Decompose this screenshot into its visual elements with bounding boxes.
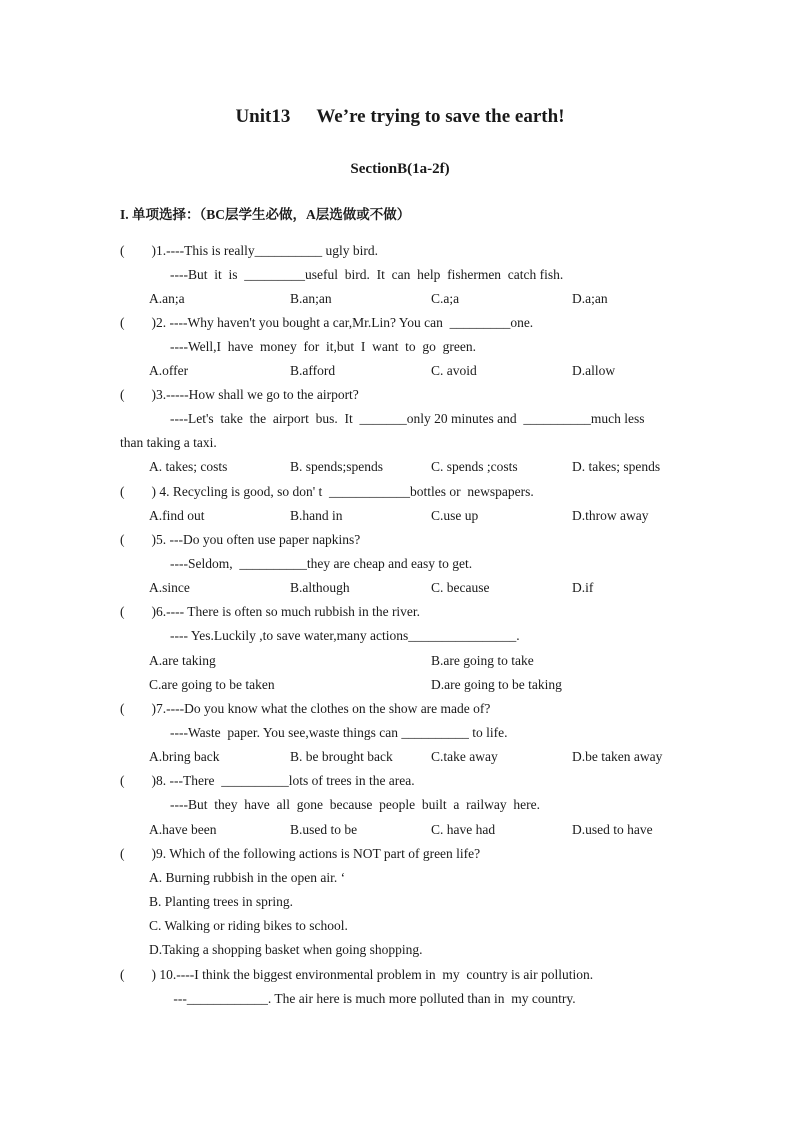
- question-9-option-d: D.Taking a shopping basket when going shopping.: [149, 942, 423, 957]
- question-7-option-a: A.bring back: [149, 749, 220, 764]
- question-7-stem: ( )7.----Do you know what the clothes on the show are made of?: [120, 701, 491, 716]
- question-5-option-a: A.since: [149, 580, 190, 595]
- question-7-line2: ----Waste paper. You see,waste things can __________ to life.: [170, 725, 508, 740]
- question-4-option-a: A.find out: [149, 508, 205, 523]
- question-3-line3: than taking a taxi.: [120, 435, 217, 450]
- question-6-stem: ( )6.---- There is often so much rubbish in the river.: [120, 604, 421, 619]
- question-5-stem: ( )5. ---Do you often use paper napkins?: [120, 532, 361, 547]
- question-1-option-d: D.a;an: [572, 291, 608, 306]
- unit-title-text: We’re trying to save the earth!: [316, 106, 565, 127]
- question-9-option-c: C. Walking or riding bikes to school.: [149, 918, 348, 933]
- question-8-option-d: D.used to have: [572, 822, 653, 837]
- question-8-option-c: C. have had: [431, 822, 496, 837]
- question-5-option-b: B.although: [290, 580, 350, 595]
- question-8-stem: ( )8. ---There __________lots of trees in the area.: [120, 773, 415, 788]
- question-9-option-a: A. Burning rubbish in the open air. ‘: [149, 870, 346, 885]
- question-2-option-d: D.allow: [572, 363, 616, 378]
- question-1-option-b: B.an;an: [290, 291, 332, 306]
- question-10-line2: ---____________. The air here is much more polluted than in my country.: [170, 991, 576, 1006]
- question-4-option-b: B.hand in: [290, 508, 343, 523]
- question-7-option-d: D.be taken away: [572, 749, 663, 764]
- question-9-stem: ( )9. Which of the following actions is NOT part of green life?: [120, 846, 481, 861]
- question-6-option-d: D.are going to be taking: [431, 677, 562, 692]
- question-6-option-c: C.are going to be taken: [149, 677, 275, 692]
- question-6-option-a: A.are taking: [149, 653, 216, 668]
- question-2-option-b: B.afford: [290, 363, 336, 378]
- question-1-stem: ( )1.----This is really__________ ugly bird.: [120, 243, 378, 258]
- question-5-line2: ----Seldom, __________they are cheap and easy to get.: [170, 556, 473, 571]
- section-heading: I. 单项选择：（BC层学生必做，A层选做或不做）: [120, 207, 411, 222]
- unit-number: Unit13: [235, 106, 291, 127]
- section-subtitle: SectionB(1a-2f): [350, 161, 450, 177]
- question-3-option-a: A. takes; costs: [149, 459, 228, 474]
- question-8-line2: ----But they have all gone because people built a railway here.: [170, 797, 540, 812]
- question-4-option-d: D.throw away: [572, 508, 649, 523]
- question-1-option-a: A.an;a: [149, 291, 185, 306]
- question-7-option-c: C.take away: [431, 749, 498, 764]
- unit-title: [0, 106, 800, 128]
- question-3-option-c: C. spends ;costs: [431, 459, 518, 474]
- question-4-option-c: C.use up: [431, 508, 479, 523]
- question-3-option-b: B. spends;spends: [290, 459, 384, 474]
- question-1-option-c: C.a;a: [431, 291, 460, 306]
- question-10-stem: ( ) 10.----I think the biggest environmental problem in my country is air pollution.: [120, 967, 594, 982]
- question-4-stem: ( ) 4. Recycling is good, so don' t ____________bottles or newspapers.: [120, 484, 534, 499]
- question-6-option-b: B.are going to take: [431, 653, 534, 668]
- question-1-line2: ----But it is _________useful bird. It can help fishermen catch fish.: [170, 267, 564, 282]
- question-3-option-d: D. takes; spends: [572, 459, 661, 474]
- question-9-option-b: B. Planting trees in spring.: [149, 894, 293, 909]
- question-2-stem: ( )2. ----Why haven't you bought a car,Mr.Lin? You can _________one.: [120, 315, 534, 330]
- question-5-option-c: C. because: [431, 580, 490, 595]
- question-2-option-a: A.offer: [149, 363, 189, 378]
- question-3-stem: ( )3.-----How shall we go to the airport?: [120, 387, 359, 402]
- question-8-option-a: A.have been: [149, 822, 217, 837]
- question-7-option-b: B. be brought back: [290, 749, 393, 764]
- question-5-option-d: D.if: [572, 580, 594, 595]
- question-6-line2: ---- Yes.Luckily ,to save water,many actions________________.: [170, 628, 520, 643]
- question-8-option-b: B.used to be: [290, 822, 358, 837]
- question-3-line2: ----Let's take the airport bus. It _______only 20 minutes and __________much less: [170, 411, 645, 426]
- question-2-option-c: C. avoid: [431, 363, 477, 378]
- question-2-line2: ----Well,I have money for it,but I want to go green.: [170, 339, 476, 354]
